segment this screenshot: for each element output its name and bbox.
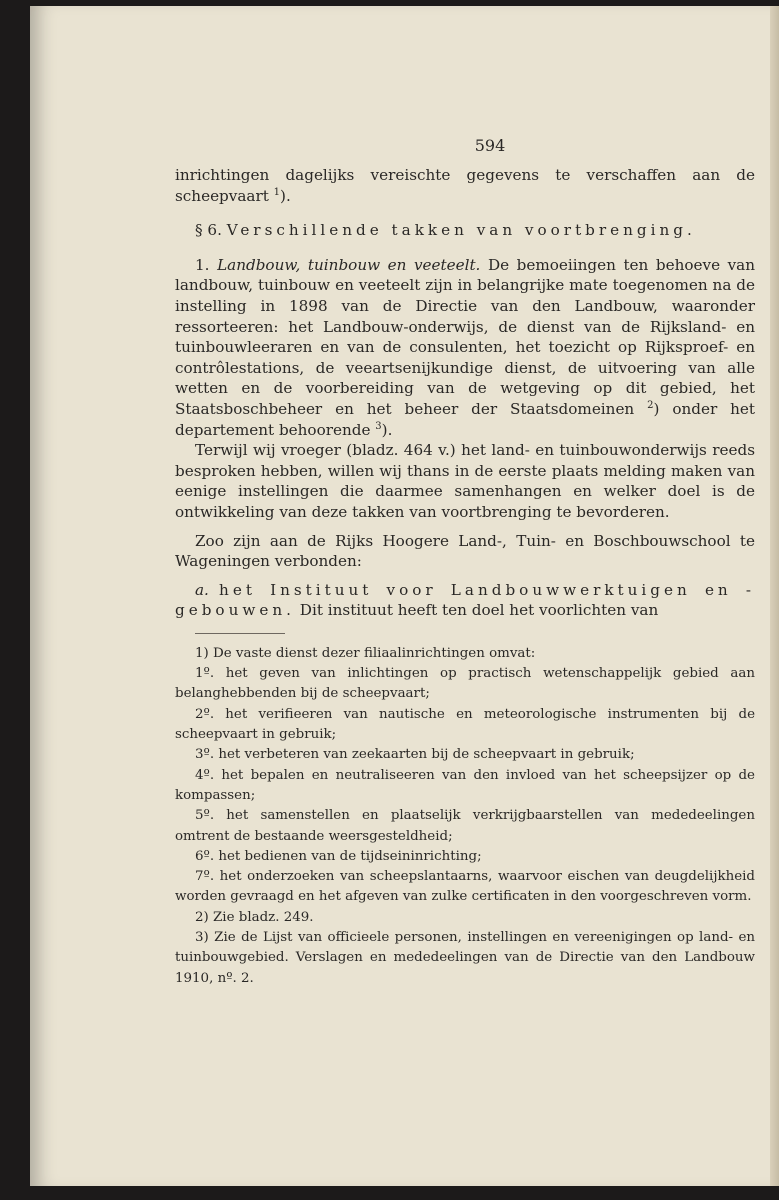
footnotes bbox=[175, 644, 755, 989]
item-number: 1. bbox=[195, 255, 210, 274]
paragraph-terwijl: Terwijl wij vroeger (bladz. 464 v.) het land- en tuinbouwonderwijs reeds besproken hebben, willen wij thans in de eerste plaats melding maken van eenige instellingen die daarmee samenhangen en welker doel is de ontwikkeling van deze takken van voortbrenging te bevorderen. bbox=[175, 441, 755, 521]
intro-end: ). bbox=[280, 186, 291, 205]
footnote-ref-3: 3 bbox=[375, 420, 382, 432]
paragraph-landbouw bbox=[175, 255, 755, 440]
book-page bbox=[30, 6, 779, 1186]
paragraph-intro bbox=[175, 165, 755, 206]
footnote: 1º. het geven van inlichtingen op practisch wetenschappelijk gebied aan belanghebbenden bij de scheepvaart; bbox=[175, 666, 755, 702]
landbouw-text: De bemoeiingen ten behoeve van landbouw, tuinbouw en veeteelt zijn in belangrijke mate toegenomen na de instelling in 1898 van de Directie van den Landbouw, waaronder ressorteeren: het Landbouw-onderwijs, de dienst van de Rijksland- en tuinbouwleeraren en van de consulenten, het toezicht op Rijksproef- en contrôlestations, de veeartsenijkundige dienst, de uitvoering van alle wetten en de voorbereiding van de wetgeving op dit gebied, het Staatsboschbeheer en het beheer der Staatsdomeinen bbox=[175, 255, 756, 418]
item-label: a. bbox=[195, 580, 209, 599]
landbouw-text-c: ). bbox=[381, 420, 393, 439]
footnote-ref-2: 2 bbox=[647, 399, 654, 411]
paragraph-instituut bbox=[175, 580, 755, 621]
footnote: 6º. het bedienen van de tijdseininrichting; bbox=[195, 848, 482, 864]
section-title: Verschillende takken van voortbrenging. bbox=[226, 221, 696, 240]
footnote: 2) Zie bladz. 249. bbox=[195, 909, 314, 925]
main-text bbox=[175, 165, 755, 621]
landbouw-text-b: ) onder het departement behoorende bbox=[175, 399, 755, 439]
footnote: 1) De vaste dienst dezer filiaalinrichtingen omvat: bbox=[195, 645, 536, 661]
instituut-text: Dit instituut heeft ten doel het voorlichten van bbox=[299, 601, 659, 620]
item-title: Landbouw, tuinbouw en veeteelt. bbox=[217, 255, 481, 274]
page-content bbox=[175, 136, 755, 989]
footnote-divider bbox=[195, 633, 285, 634]
footnote: 4º. het bepalen en neutraliseeren van den invloed van het scheepsijzer op de kompassen; bbox=[175, 767, 755, 803]
section-heading bbox=[175, 220, 755, 241]
footnote: 2º. het verifieeren van nautische en meteorologische instrumenten bij de scheepvaart in gebruik; bbox=[175, 706, 755, 743]
footnote: 3º. het verbeteren van zeekaarten bij de scheepvaart in gebruik; bbox=[195, 747, 635, 763]
page-edge bbox=[770, 6, 779, 1186]
section-number: § 6. bbox=[195, 221, 222, 240]
footnote: 5º. het samenstellen en plaatselijk verkrijgbaarstellen van mededeelingen omtrent de bestaande weersgesteldheid; bbox=[175, 808, 755, 844]
instituut-name: het Instituut voor Landbouwwerktuigen en -gebouwen. bbox=[175, 580, 755, 620]
intro-text: inrichtingen dagelijks vereischte gegevens te verschaffen aan de scheepvaart bbox=[175, 166, 755, 205]
footnote: 7º. het onderzoeken van scheepslantaarns, waarvoor eischen van deugdelijkheid worden gevraagd en het afgeven van zulke certificaten in den voorgeschreven vorm. bbox=[175, 869, 755, 905]
page-number: 594 bbox=[474, 136, 506, 155]
paragraph-wageningen: Zoo zijn aan de Rijks Hoogere Land-, Tuin- en Boschbouwschool te Wageningen verbonden: bbox=[175, 531, 755, 571]
footnote: 3) Zie de Lijst van officieele personen, instellingen en vereenigingen op land- en tuinbouwgebied. Verslagen en mededeelingen van de Directie van den Landbouw 1910, nº. 2. bbox=[175, 930, 755, 986]
footnote-ref-1: 1 bbox=[273, 186, 281, 198]
